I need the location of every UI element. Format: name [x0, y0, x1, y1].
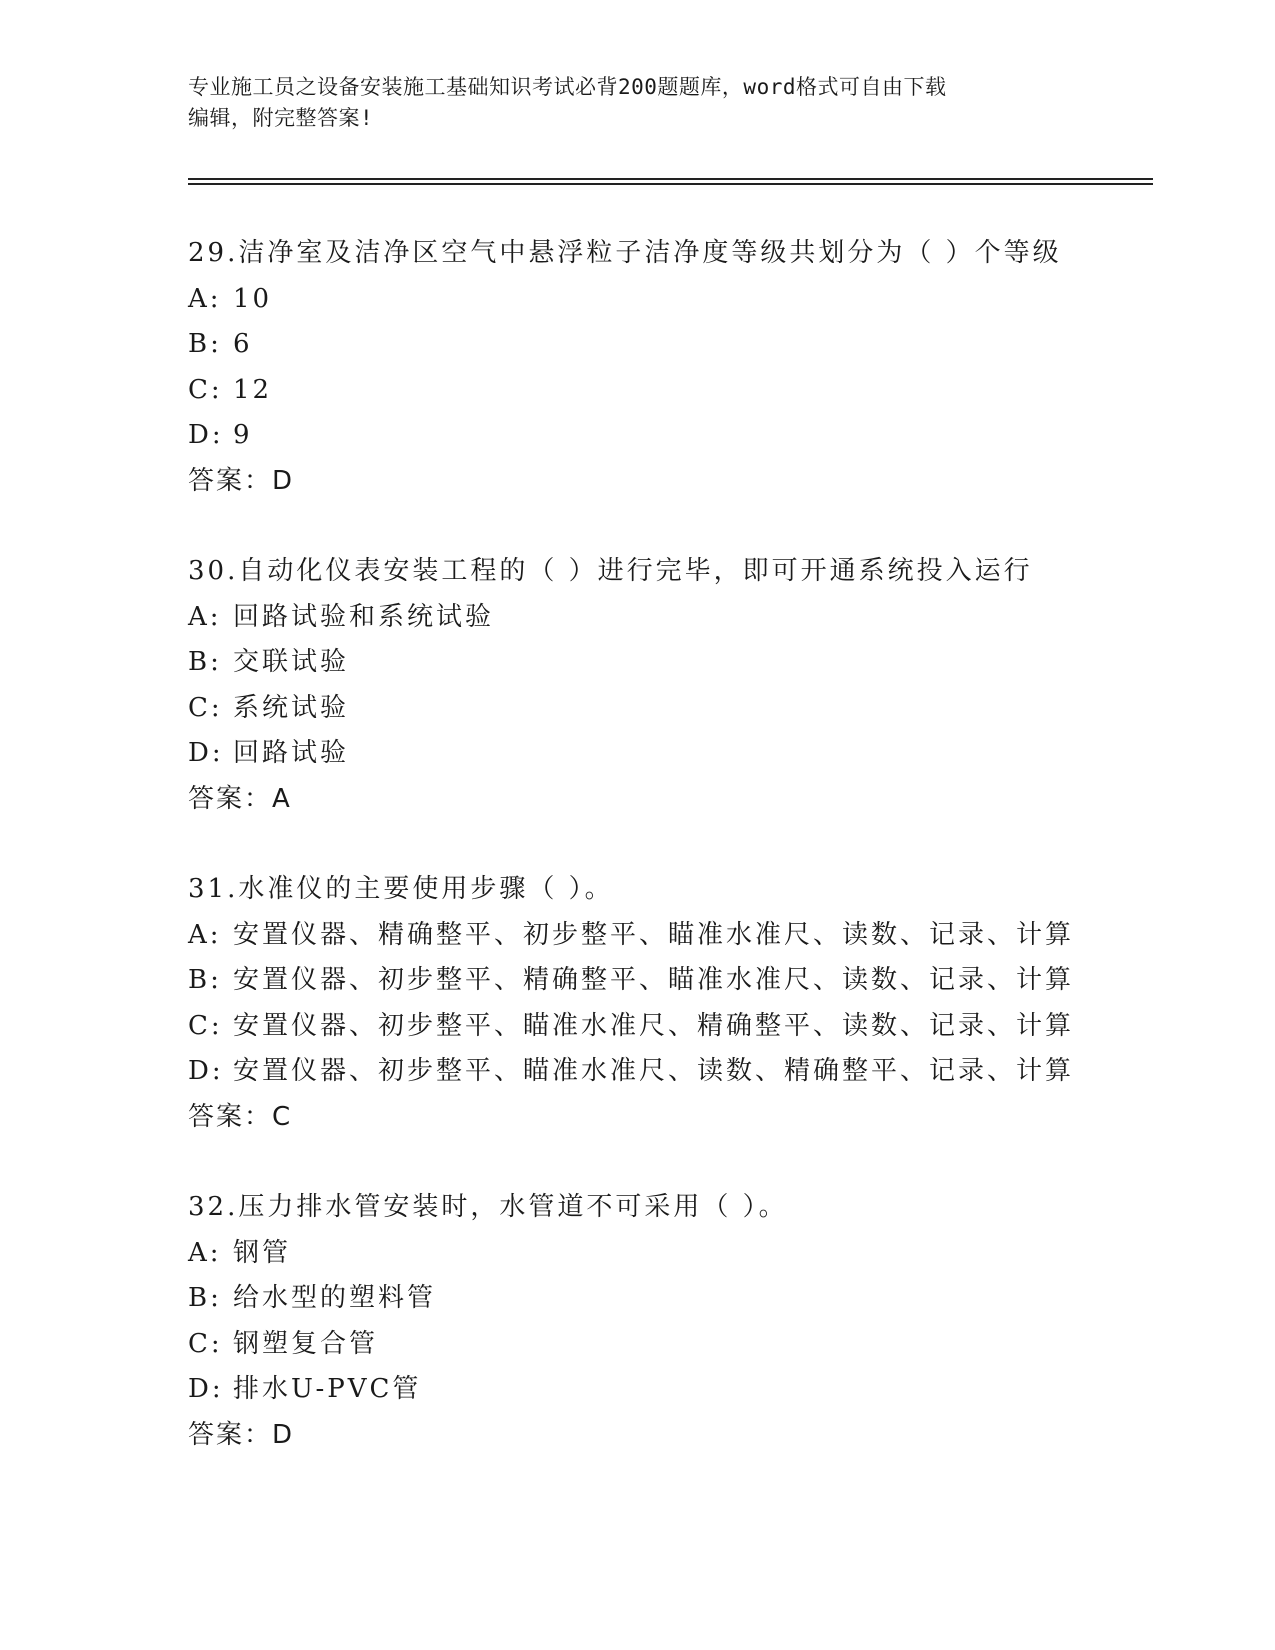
- option-text: 安置仪器、初步整平、瞄准水准尺、精确整平、读数、记录、计算: [233, 1010, 1075, 1041]
- option-d: [188, 413, 1148, 459]
- option-text: 回路试验和系统试验: [233, 601, 495, 632]
- answer: 答案：D: [188, 465, 295, 496]
- document-header: [188, 72, 1088, 134]
- option-text: 10: [233, 283, 273, 314]
- option-letter: C:: [188, 1010, 223, 1041]
- option-letter: D:: [188, 420, 224, 450]
- option-a: [188, 277, 1148, 323]
- header-divider-bottom: [188, 183, 1153, 185]
- answer: 答案：A: [188, 783, 292, 814]
- option-text: 安置仪器、精确整平、初步整平、瞄准水准尺、读数、记录、计算: [233, 919, 1075, 950]
- header-line-2: 编辑，附完整答案!: [188, 106, 374, 130]
- question-title: 32.压力排水管安装时，水管道不可采用（ ）。: [188, 1192, 788, 1222]
- option-text: 回路试验: [233, 738, 350, 768]
- option-letter: B:: [188, 329, 222, 359]
- option-b: [188, 322, 1148, 368]
- option-text: 安置仪器、初步整平、精确整平、瞄准水准尺、读数、记录、计算: [233, 965, 1075, 995]
- option-letter: D:: [188, 1056, 224, 1086]
- option-c: [188, 1004, 1148, 1050]
- option-letter: B:: [188, 1283, 222, 1313]
- option-letter: D:: [188, 1374, 224, 1404]
- option-text: 交联试验: [233, 647, 350, 677]
- option-d: [188, 731, 1148, 777]
- option-c: [188, 1322, 1148, 1368]
- question-32: [188, 1185, 1148, 1458]
- option-a: [188, 1231, 1148, 1277]
- answer: 答案：C: [188, 1101, 293, 1132]
- header-divider-top: [188, 178, 1153, 180]
- option-text: 钢管: [233, 1237, 292, 1268]
- option-text: 系统试验: [233, 692, 350, 723]
- question-title: 31.水准仪的主要使用步骤（ ）。: [188, 874, 614, 904]
- question-title: 29.洁净室及洁净区空气中悬浮粒子洁净度等级共划分为（ ）个等级: [188, 238, 1062, 268]
- option-d: [188, 1049, 1148, 1095]
- option-letter: C:: [188, 1328, 223, 1359]
- option-text: 排水U-PVC管: [233, 1374, 422, 1404]
- option-text: 安置仪器、初步整平、瞄准水准尺、读数、精确整平、记录、计算: [233, 1056, 1075, 1086]
- option-text: 钢塑复合管: [233, 1328, 379, 1359]
- option-letter: C:: [188, 692, 223, 723]
- option-letter: C:: [188, 374, 223, 405]
- question-30: [188, 549, 1148, 822]
- option-letter: B:: [188, 647, 222, 677]
- question-31: [188, 867, 1148, 1140]
- question-29: [188, 231, 1148, 504]
- option-letter: A:: [188, 283, 222, 314]
- answer: 答案：D: [188, 1419, 295, 1450]
- option-letter: A:: [188, 601, 222, 632]
- option-text: 9: [233, 420, 253, 450]
- option-letter: D:: [188, 738, 224, 768]
- header-line-1: 专业施工员之设备安装施工基础知识考试必背200题题库，word格式可自由下载: [188, 75, 947, 99]
- option-text: 6: [233, 329, 253, 359]
- option-text: 给水型的塑料管: [233, 1283, 437, 1313]
- question-title: 30.自动化仪表安装工程的（ ）进行完毕，即可开通系统投入运行: [188, 556, 1033, 586]
- option-a: [188, 913, 1148, 959]
- option-letter: A:: [188, 1237, 222, 1268]
- option-letter: B:: [188, 965, 222, 995]
- option-c: [188, 686, 1148, 732]
- option-a: [188, 595, 1148, 641]
- option-c: [188, 368, 1148, 414]
- option-b: [188, 640, 1148, 686]
- option-b: [188, 958, 1148, 1004]
- option-d: [188, 1367, 1148, 1413]
- option-b: [188, 1276, 1148, 1322]
- option-text: 12: [233, 374, 273, 405]
- option-letter: A:: [188, 919, 222, 950]
